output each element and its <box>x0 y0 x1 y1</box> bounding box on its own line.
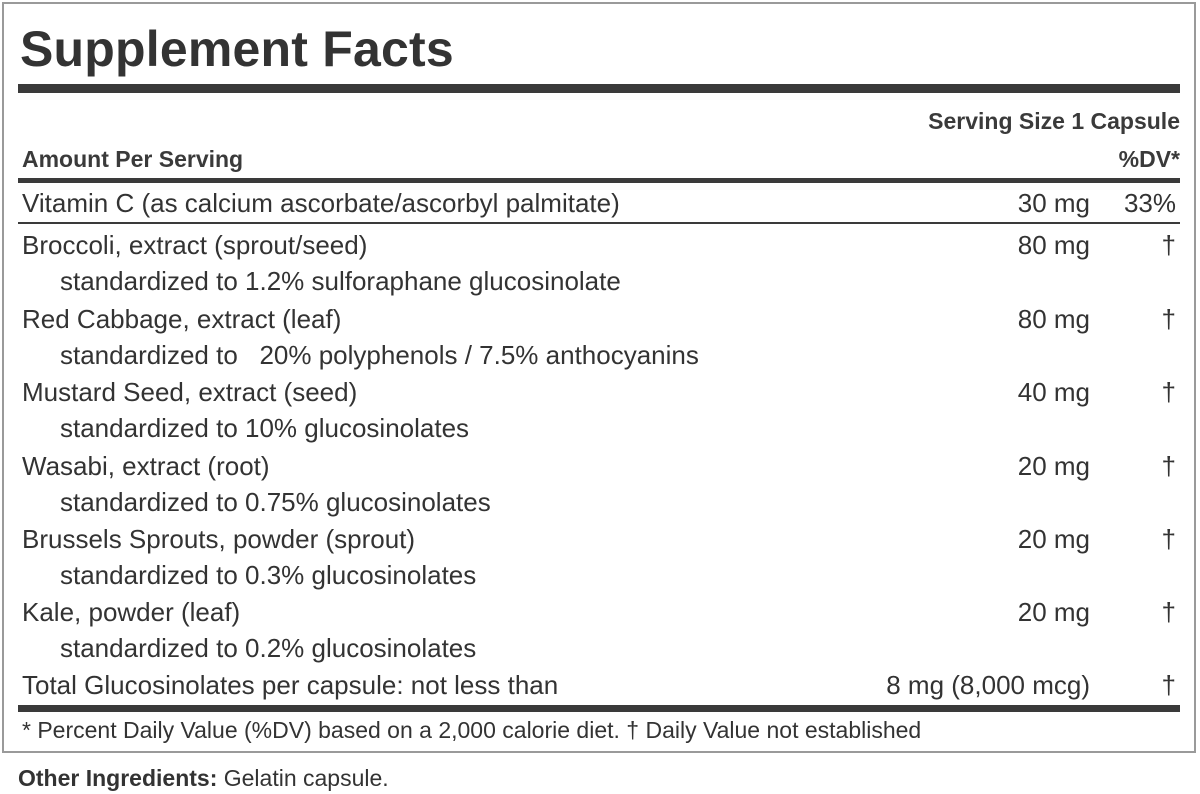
dagger-mark: † <box>1161 451 1176 481</box>
ingredient-standardization: standardized to 10% glucosinolates <box>60 413 470 443</box>
ingredient-amount: 80 mg <box>1017 230 1090 260</box>
ingredient-row <box>22 448 1180 484</box>
ingredient-amount: 20 mg <box>1017 597 1090 627</box>
dagger-mark: † <box>1161 377 1176 407</box>
ingredient-name: Wasabi, extract (root) <box>22 451 270 481</box>
ingredient-row <box>22 227 1180 263</box>
ingredient-name: Mustard Seed, extract (seed) <box>22 377 358 407</box>
ingredient-standardization: standardized to 0.75% glucosinolates <box>60 487 491 517</box>
ingredient-standardization: standardized to 0.2% glucosinolates <box>60 633 477 663</box>
dv-footnote: * Percent Daily Value (%DV) based on a 2,000 calorie diet. † Daily Value not established <box>22 717 922 743</box>
ingredient-row <box>22 594 1180 630</box>
ingredient-standardization: standardized to 0.3% glucosinolates <box>60 560 477 590</box>
dv-header: %DV* <box>1118 146 1180 172</box>
other-ingredients-value: Gelatin capsule. <box>223 765 389 791</box>
dagger-mark: † <box>1161 670 1176 700</box>
ingredient-name: Kale, powder (leaf) <box>22 597 241 627</box>
other-ingredients <box>18 762 389 794</box>
vitamin-amount: 30 mg <box>1017 188 1090 218</box>
vitamin-divider <box>18 222 1180 224</box>
total-row <box>22 667 1180 703</box>
ingredient-name: Broccoli, extract (sprout/seed) <box>22 230 368 260</box>
bottom-divider <box>18 705 1180 712</box>
ingredient-row <box>22 301 1180 337</box>
amount-per-serving-header: Amount Per Serving <box>22 146 244 172</box>
ingredient-amount: 40 mg <box>1017 377 1090 407</box>
total-name: Total Glucosinolates per capsule: not less than <box>22 670 559 700</box>
vitamin-dv: 33% <box>1123 188 1176 218</box>
ingredient-row <box>22 374 1180 410</box>
ingredient-amount: 80 mg <box>1017 304 1090 334</box>
ingredient-name: Red Cabbage, extract (leaf) <box>22 304 342 334</box>
ingredient-row <box>22 521 1180 557</box>
dagger-mark: † <box>1161 304 1176 334</box>
dagger-mark: † <box>1161 230 1176 260</box>
thick-divider <box>18 84 1180 93</box>
ingredient-standardization: standardized to 20% polyphenols / 7.5% anthocyanins <box>60 340 699 370</box>
panel-title: Supplement Facts <box>20 21 454 77</box>
ingredient-name: Brussels Sprouts, powder (sprout) <box>22 524 416 554</box>
total-amount: 8 mg (8,000 mcg) <box>886 670 1090 700</box>
vitamin-row <box>22 185 1180 221</box>
ingredient-amount: 20 mg <box>1017 451 1090 481</box>
serving-size: Serving Size 1 Capsule <box>928 108 1180 134</box>
other-ingredients-label: Other Ingredients: <box>18 765 218 791</box>
vitamin-name: Vitamin C (as calcium ascorbate/ascorbyl palmitate) <box>22 188 620 218</box>
ingredient-standardization: standardized to 1.2% sulforaphane glucosinolate <box>60 266 621 296</box>
supplement-facts-panel <box>2 2 1196 753</box>
ingredient-amount: 20 mg <box>1017 524 1090 554</box>
dagger-mark: † <box>1161 597 1176 627</box>
dagger-mark: † <box>1161 524 1176 554</box>
header-divider <box>18 178 1180 183</box>
